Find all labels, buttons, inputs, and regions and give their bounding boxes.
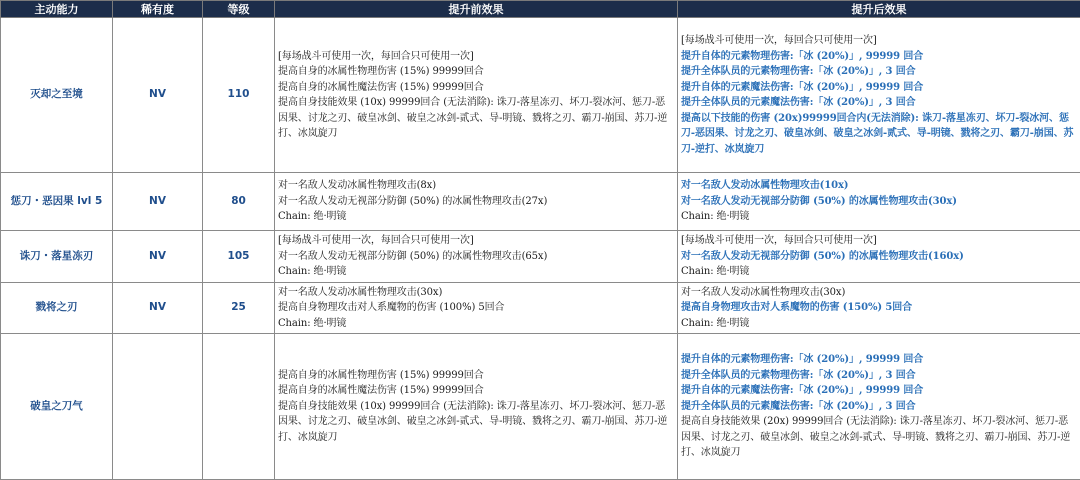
table-row bbox=[1, 18, 1080, 173]
effect-line: 提高自身的冰属性物理伤害 (15%) 99999回合 bbox=[278, 368, 674, 384]
effect-line: Chain: 绝·明镜 bbox=[681, 264, 1077, 280]
rarity-cell: NV bbox=[113, 231, 203, 283]
effect-line: 提高自身物理攻击对人系魔物的伤害 (100%) 5回合 bbox=[278, 300, 674, 316]
effect-line: Chain: 绝·明镜 bbox=[681, 209, 1077, 225]
rarity-cell: NV bbox=[113, 282, 203, 334]
table-row bbox=[1, 334, 1080, 480]
ability-name: 灭却之至境 bbox=[1, 18, 113, 173]
rarity-cell: NV bbox=[113, 173, 203, 231]
before-effect-cell bbox=[275, 18, 678, 173]
table-row bbox=[1, 231, 1080, 283]
ability-name: 诛刀・落星冻刃 bbox=[1, 231, 113, 283]
effect-line-highlight: 提高以下技能的伤害 (20x)99999回合内(无法消除): 诛刀-落星冻刃、坏刀-裂冰河、惩刀-恶因果、讨龙之刃、破皇冰剑、破皇之冰剑-贰式、导-明镜、戮将之刃、霸刀-崩国、苏刀-逆打、冰岚旋刀 bbox=[681, 111, 1077, 158]
level-cell: 80 bbox=[203, 173, 275, 231]
effect-line: 提高自身技能效果 (10x) 99999回合 (无法消除): 诛刀-落星冻刃、坏刀-裂冰河、惩刀-恶因果、讨龙之刃、破皇冰剑、破皇之冰剑-贰式、导-明镜、戮将之刃、霸刀-崩国、苏刀-逆打、冰岚旋刀 bbox=[278, 399, 674, 446]
after-effect-cell bbox=[678, 282, 1080, 334]
before-effect-cell bbox=[275, 334, 678, 480]
ability-name: 破皇之刀气 bbox=[1, 334, 113, 480]
effect-line: 对一名敌人发动冰属性物理攻击(30x) bbox=[681, 285, 1077, 301]
rarity-cell bbox=[113, 334, 203, 480]
effect-line: 对一名敌人发动无视部分防御 (50%) 的冰属性物理攻击(65x) bbox=[278, 249, 674, 265]
ability-name: 惩刀・恶因果 lvl 5 bbox=[1, 173, 113, 231]
header-level: 等级 bbox=[203, 1, 275, 18]
before-effect-cell bbox=[275, 231, 678, 283]
effect-line: [每场战斗可使用一次，每回合只可使用一次] bbox=[681, 233, 1077, 249]
level-cell: 25 bbox=[203, 282, 275, 334]
level-cell: 105 bbox=[203, 231, 275, 283]
effect-line: 提高自身的冰属性物理伤害 (15%) 99999回合 bbox=[278, 64, 674, 80]
effect-line: [每场战斗可使用一次，每回合只可使用一次] bbox=[278, 49, 674, 65]
effect-line-highlight: 提升全体队员的元素物理伤害:「冰 (20%)」, 3 回合 bbox=[681, 64, 1077, 80]
after-effect-cell bbox=[678, 231, 1080, 283]
effect-line-highlight: 提升自体的元素物理伤害:「冰 (20%)」, 99999 回合 bbox=[681, 49, 1077, 65]
header-before-effect: 提升前效果 bbox=[275, 1, 678, 18]
effect-line-highlight: 提升自体的元素魔法伤害:「冰 (20%)」, 99999 回合 bbox=[681, 80, 1077, 96]
rarity-cell: NV bbox=[113, 18, 203, 173]
header-ability: 主动能力 bbox=[1, 1, 113, 18]
after-effect-cell bbox=[678, 18, 1080, 173]
effect-line-highlight: 提升全体队员的元素魔法伤害:「冰 (20%)」, 3 回合 bbox=[681, 95, 1077, 111]
effect-line: [每场战斗可使用一次，每回合只可使用一次] bbox=[278, 233, 674, 249]
before-effect-cell bbox=[275, 282, 678, 334]
after-effect-cell bbox=[678, 334, 1080, 480]
effect-line: Chain: 绝·明镜 bbox=[278, 264, 674, 280]
effect-line-highlight: 提升自体的元素物理伤害:「冰 (20%)」, 99999 回合 bbox=[681, 352, 1077, 368]
table-row bbox=[1, 173, 1080, 231]
effect-line-highlight: 提升全体队员的元素物理伤害:「冰 (20%)」, 3 回合 bbox=[681, 368, 1077, 384]
effect-line: Chain: 绝·明镜 bbox=[278, 316, 674, 332]
effect-line-highlight: 提升全体队员的元素魔法伤害:「冰 (20%)」, 3 回合 bbox=[681, 399, 1077, 415]
effect-line-highlight: 对一名敌人发动无视部分防御 (50%) 的冰属性物理攻击(30x) bbox=[681, 194, 1077, 210]
effect-line: 提高自身技能效果 (10x) 99999回合 (无法消除): 诛刀-落星冻刃、坏刀-裂冰河、惩刀-恶因果、讨龙之刃、破皇冰剑、破皇之冰剑-贰式、导-明镜、戮将之刃、霸刀-崩国、苏刀-逆打、冰岚旋刀 bbox=[278, 95, 674, 142]
effect-line: 对一名敌人发动无视部分防御 (50%) 的冰属性物理攻击(27x) bbox=[278, 194, 674, 210]
header-after-effect: 提升后效果 bbox=[678, 1, 1080, 18]
effect-line: 提高自身的冰属性魔法伤害 (15%) 99999回合 bbox=[278, 383, 674, 399]
effect-line: [每场战斗可使用一次，每回合只可使用一次] bbox=[681, 33, 1077, 49]
effect-line: 对一名敌人发动冰属性物理攻击(8x) bbox=[278, 178, 674, 194]
effect-line: Chain: 绝·明镜 bbox=[681, 316, 1077, 332]
ability-name: 戮将之刃 bbox=[1, 282, 113, 334]
table-row bbox=[1, 282, 1080, 334]
effect-line: 提高自身的冰属性魔法伤害 (15%) 99999回合 bbox=[278, 80, 674, 96]
after-effect-cell bbox=[678, 173, 1080, 231]
effect-line-highlight: 对一名敌人发动冰属性物理攻击(10x) bbox=[681, 178, 1077, 194]
level-cell bbox=[203, 334, 275, 480]
level-cell: 110 bbox=[203, 18, 275, 173]
before-effect-cell bbox=[275, 173, 678, 231]
header-rarity: 稀有度 bbox=[113, 1, 203, 18]
effect-line-highlight: 对一名敌人发动无视部分防御 (50%) 的冰属性物理攻击(160x) bbox=[681, 249, 1077, 265]
effect-line: 对一名敌人发动冰属性物理攻击(30x) bbox=[278, 285, 674, 301]
effect-line-highlight: 提高自身物理攻击对人系魔物的伤害 (150%) 5回合 bbox=[681, 300, 1077, 316]
effect-line: 提高自身技能效果 (20x) 99999回合 (无法消除): 诛刀-落星冻刃、坏刀-裂冰河、惩刀-恶因果、讨龙之刃、破皇冰剑、破皇之冰剑-贰式、导-明镜、戮将之刃、霸刀-崩国、苏刀-逆打、冰岚旋刀 bbox=[681, 414, 1077, 461]
table-header-row bbox=[1, 1, 1080, 18]
effect-line: Chain: 绝·明镜 bbox=[278, 209, 674, 225]
effect-line-highlight: 提升自体的元素魔法伤害:「冰 (20%)」, 99999 回合 bbox=[681, 383, 1077, 399]
